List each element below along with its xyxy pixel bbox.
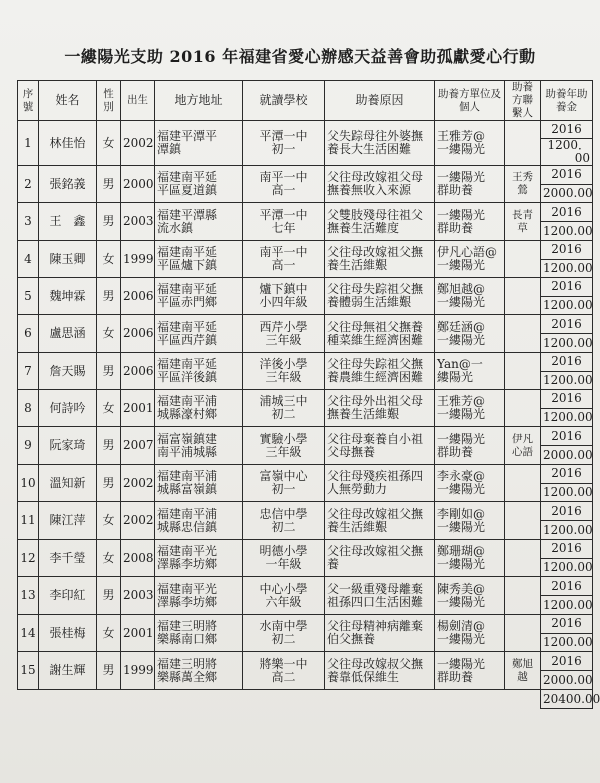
row-school: 南平一中 高一 bbox=[243, 241, 325, 278]
row-year: 2016 bbox=[541, 315, 593, 334]
row-year: 2016 bbox=[541, 577, 593, 596]
row-birth: 1999 bbox=[121, 241, 155, 278]
row-address: 福建南平延 平區赤門鄉 bbox=[155, 278, 243, 315]
row-sponsor: 伊凡心語@ 一縷陽光 bbox=[435, 241, 505, 278]
header-reason: 助養原因 bbox=[325, 81, 435, 121]
row-school: 水南中學 初二 bbox=[243, 615, 325, 652]
row-birth: 2000 bbox=[121, 166, 155, 203]
row-reason: 父往母失踪祖父撫 養體弱生活維艱 bbox=[325, 278, 435, 315]
row-birth: 2008 bbox=[121, 540, 155, 577]
row-amount: 1200.00 bbox=[541, 296, 593, 315]
row-year: 2016 bbox=[541, 615, 593, 634]
total-spacer bbox=[18, 690, 541, 709]
row-amount: 1200．00 bbox=[541, 139, 593, 166]
row-amount: 1200.00 bbox=[541, 222, 593, 241]
row-amount: 1200.00 bbox=[541, 521, 593, 540]
row-school: 南平一中 高一 bbox=[243, 166, 325, 203]
row-name: 謝生輝 bbox=[39, 652, 97, 690]
row-gender: 女 bbox=[97, 390, 121, 427]
row-no: 12 bbox=[18, 540, 39, 577]
row-reason: 父往母改嫁叔父撫 養靠低保維生 bbox=[325, 652, 435, 690]
row-no: 14 bbox=[18, 615, 39, 652]
row-contact bbox=[505, 540, 541, 577]
row-reason: 父往母改嫁祖父母 撫養無收入來源 bbox=[325, 166, 435, 203]
row-school: 洋後小學 三年級 bbox=[243, 353, 325, 390]
total-amount: 20400.00 bbox=[541, 690, 593, 709]
row-reason: 父往母改嫁祖父撫 養生活維艱 bbox=[325, 502, 435, 540]
row-address: 福建南平延 平區洋後鎮 bbox=[155, 353, 243, 390]
row-no: 3 bbox=[18, 203, 39, 241]
row-gender: 男 bbox=[97, 166, 121, 203]
row-sponsor: 一縷陽光 群助養 bbox=[435, 203, 505, 241]
row-sponsor: 鄭珊瑚@ 一縷陽光 bbox=[435, 540, 505, 577]
row-year: 2016 bbox=[541, 278, 593, 297]
row-contact bbox=[505, 278, 541, 315]
row-birth: 2003 bbox=[121, 203, 155, 241]
row-address: 福建南平浦 城縣濠村鄉 bbox=[155, 390, 243, 427]
document-title: 一縷陽光支助 2016 年福建省愛心辦感天益善會助孤獻愛心行動 bbox=[64, 47, 536, 66]
row-sponsor: 鄭旭越@ 一縷陽光 bbox=[435, 278, 505, 315]
row-name: 詹天賜 bbox=[39, 353, 97, 390]
row-year: 2016 bbox=[541, 121, 593, 139]
row-school: 將樂一中 高二 bbox=[243, 652, 325, 690]
row-year: 2016 bbox=[541, 427, 593, 446]
row-name: 魏坤霖 bbox=[39, 278, 97, 315]
total-row bbox=[18, 690, 593, 709]
row-reason: 父往母殘疾祖孫四 人無勞動力 bbox=[325, 465, 435, 502]
row-name: 王 鑫 bbox=[39, 203, 97, 241]
row-sponsor: 王雅芳@ 一縷陽光 bbox=[435, 390, 505, 427]
row-name: 陳玉卿 bbox=[39, 241, 97, 278]
row-amount: 1200.00 bbox=[541, 558, 593, 577]
row-school: 浦城三中 初二 bbox=[243, 390, 325, 427]
row-address: 福建三明將 樂縣萬全鄉 bbox=[155, 652, 243, 690]
table-row bbox=[18, 353, 593, 372]
row-amount: 1200.00 bbox=[541, 371, 593, 390]
row-reason: 父雙肢殘母往祖父 撫養生活難度 bbox=[325, 203, 435, 241]
row-year: 2016 bbox=[541, 502, 593, 521]
header-amount: 助養年助養金 bbox=[541, 81, 593, 121]
header-address: 地方地址 bbox=[155, 81, 243, 121]
row-contact: 鄭旭越 bbox=[505, 652, 541, 690]
header-gender: 性別 bbox=[97, 81, 121, 121]
row-year: 2016 bbox=[541, 465, 593, 484]
row-birth: 2002 bbox=[121, 121, 155, 166]
row-amount: 1200.00 bbox=[541, 334, 593, 353]
row-year: 2016 bbox=[541, 540, 593, 559]
row-sponsor: 一縷陽光 群助養 bbox=[435, 427, 505, 465]
row-sponsor: Yan@一 縷陽光 bbox=[435, 353, 505, 390]
header-school: 就讀學校 bbox=[243, 81, 325, 121]
row-no: 15 bbox=[18, 652, 39, 690]
row-contact: 伊凡 心語 bbox=[505, 427, 541, 465]
row-school: 忠信中學 初二 bbox=[243, 502, 325, 540]
row-name: 李印紅 bbox=[39, 577, 97, 615]
row-reason: 父往母棄養自小祖 父母撫養 bbox=[325, 427, 435, 465]
row-contact bbox=[505, 502, 541, 540]
row-name: 陳江萍 bbox=[39, 502, 97, 540]
row-sponsor: 一縷陽光 群助養 bbox=[435, 166, 505, 203]
row-address: 福建三明將 樂縣南口鄉 bbox=[155, 615, 243, 652]
row-sponsor: 王雅芳@ 一縷陽光 bbox=[435, 121, 505, 166]
row-school: 西芹小學 三年級 bbox=[243, 315, 325, 353]
row-reason: 父往母外出祖父母 撫養生活維艱 bbox=[325, 390, 435, 427]
table-row bbox=[18, 278, 593, 297]
row-gender: 女 bbox=[97, 615, 121, 652]
row-name: 盧思涵 bbox=[39, 315, 97, 353]
row-contact bbox=[505, 615, 541, 652]
row-no: 9 bbox=[18, 427, 39, 465]
row-address: 福建南平延 平區爐下鎮 bbox=[155, 241, 243, 278]
row-address: 福建南平延 平區西芹鎮 bbox=[155, 315, 243, 353]
row-no: 6 bbox=[18, 315, 39, 353]
table-row bbox=[18, 502, 593, 521]
table-row bbox=[18, 390, 593, 409]
row-amount: 1200.00 bbox=[541, 633, 593, 652]
row-gender: 男 bbox=[97, 278, 121, 315]
row-contact: 長青草 bbox=[505, 203, 541, 241]
row-address: 福建南平延 平區夏道鎮 bbox=[155, 166, 243, 203]
header-row bbox=[18, 81, 593, 121]
row-no: 4 bbox=[18, 241, 39, 278]
row-no: 10 bbox=[18, 465, 39, 502]
table-row bbox=[18, 652, 593, 671]
table-row bbox=[18, 203, 593, 222]
row-year: 2016 bbox=[541, 652, 593, 671]
row-school: 實驗小學 三年級 bbox=[243, 427, 325, 465]
row-reason: 父一級重殘母離棄 祖孫四口生活困難 bbox=[325, 577, 435, 615]
row-school: 平潭一中 七年 bbox=[243, 203, 325, 241]
table-row bbox=[18, 315, 593, 334]
row-gender: 男 bbox=[97, 465, 121, 502]
row-no: 2 bbox=[18, 166, 39, 203]
header-sponsor: 助養方單位及個人 bbox=[435, 81, 505, 121]
row-birth: 2001 bbox=[121, 615, 155, 652]
row-birth: 2002 bbox=[121, 502, 155, 540]
row-sponsor: 楊劍清@ 一縷陽光 bbox=[435, 615, 505, 652]
row-address: 福建南平浦 城縣忠信鎮 bbox=[155, 502, 243, 540]
header-contact: 助養方聯繫人 bbox=[505, 81, 541, 121]
row-gender: 男 bbox=[97, 652, 121, 690]
row-birth: 2007 bbox=[121, 427, 155, 465]
row-no: 8 bbox=[18, 390, 39, 427]
row-amount: 1200.00 bbox=[541, 483, 593, 502]
row-address: 福建平潭平 潭鎮 bbox=[155, 121, 243, 166]
row-no: 13 bbox=[18, 577, 39, 615]
row-address: 福建南平光 澤縣李坊鄉 bbox=[155, 540, 243, 577]
row-address: 福建南平浦 城縣富嶺鎮 bbox=[155, 465, 243, 502]
table-row bbox=[18, 427, 593, 446]
row-sponsor: 李剛如@ 一縷陽光 bbox=[435, 502, 505, 540]
row-gender: 男 bbox=[97, 353, 121, 390]
row-gender: 女 bbox=[97, 540, 121, 577]
row-year: 2016 bbox=[541, 353, 593, 372]
row-birth: 2002 bbox=[121, 465, 155, 502]
row-year: 2016 bbox=[541, 390, 593, 409]
table-row bbox=[18, 241, 593, 260]
row-amount: 2000.00 bbox=[541, 446, 593, 465]
row-birth: 2006 bbox=[121, 353, 155, 390]
table-row bbox=[18, 540, 593, 559]
row-sponsor: 一縷陽光 群助養 bbox=[435, 652, 505, 690]
row-amount: 2000.00 bbox=[541, 184, 593, 203]
row-amount: 2000.00 bbox=[541, 671, 593, 690]
row-contact bbox=[505, 353, 541, 390]
row-birth: 2001 bbox=[121, 390, 155, 427]
row-year: 2016 bbox=[541, 241, 593, 260]
header-no: 序號 bbox=[18, 81, 39, 121]
row-amount: 1200.00 bbox=[541, 596, 593, 615]
row-name: 張桂梅 bbox=[39, 615, 97, 652]
row-contact bbox=[505, 121, 541, 166]
row-gender: 女 bbox=[97, 315, 121, 353]
row-name: 溫知新 bbox=[39, 465, 97, 502]
row-address: 福建南平光 澤縣李坊鄉 bbox=[155, 577, 243, 615]
row-school: 平潭一中 初一 bbox=[243, 121, 325, 166]
row-amount: 1200.00 bbox=[541, 259, 593, 278]
row-amount: 1200.00 bbox=[541, 408, 593, 427]
row-no: 11 bbox=[18, 502, 39, 540]
row-name: 李千瑩 bbox=[39, 540, 97, 577]
row-gender: 男 bbox=[97, 203, 121, 241]
row-contact bbox=[505, 390, 541, 427]
row-school: 中心小學 六年級 bbox=[243, 577, 325, 615]
row-reason: 父往母改嫁祖父撫 養 bbox=[325, 540, 435, 577]
row-year: 2016 bbox=[541, 203, 593, 222]
row-reason: 父往母改嫁祖父撫 養生活維艱 bbox=[325, 241, 435, 278]
row-name: 阮家琦 bbox=[39, 427, 97, 465]
table-row bbox=[18, 615, 593, 634]
row-year: 2016 bbox=[541, 166, 593, 185]
row-name: 張銘義 bbox=[39, 166, 97, 203]
row-reason: 父往母無祖父撫養 種菜維生經濟困難 bbox=[325, 315, 435, 353]
row-no: 1 bbox=[18, 121, 39, 166]
row-school: 富嶺中心 初一 bbox=[243, 465, 325, 502]
row-birth: 2003 bbox=[121, 577, 155, 615]
row-contact bbox=[505, 241, 541, 278]
table-row bbox=[18, 121, 593, 139]
row-reason: 父往母失踪祖父撫 養農維生經濟困難 bbox=[325, 353, 435, 390]
row-school: 明德小學 一年級 bbox=[243, 540, 325, 577]
row-birth: 2006 bbox=[121, 315, 155, 353]
header-name: 姓名 bbox=[39, 81, 97, 121]
row-sponsor: 李永豪@ 一縷陽光 bbox=[435, 465, 505, 502]
table-body bbox=[18, 121, 600, 709]
row-sponsor: 鄭廷涵@ 一縷陽光 bbox=[435, 315, 505, 353]
table-row bbox=[18, 465, 593, 484]
row-no: 5 bbox=[18, 278, 39, 315]
row-birth: 1999 bbox=[121, 652, 155, 690]
row-sponsor: 陳秀美@ 一縷陽光 bbox=[435, 577, 505, 615]
row-gender: 女 bbox=[97, 121, 121, 166]
row-contact bbox=[505, 577, 541, 615]
row-gender: 女 bbox=[97, 241, 121, 278]
row-name: 何詩吟 bbox=[39, 390, 97, 427]
row-gender: 女 bbox=[97, 502, 121, 540]
table-row bbox=[18, 166, 593, 185]
row-address: 福富嶺鎮建 南平浦城縣 bbox=[155, 427, 243, 465]
sponsorship-table bbox=[17, 80, 600, 709]
row-contact bbox=[505, 465, 541, 502]
row-birth: 2006 bbox=[121, 278, 155, 315]
row-reason: 父往母精神病離棄 伯父撫養 bbox=[325, 615, 435, 652]
row-gender: 男 bbox=[97, 427, 121, 465]
header-birth: 出生 bbox=[121, 81, 155, 121]
row-gender: 男 bbox=[97, 577, 121, 615]
row-name: 林佳怡 bbox=[39, 121, 97, 166]
row-school: 爐下鎮中 小四年級 bbox=[243, 278, 325, 315]
row-reason: 父失踪母往外婆撫 養長大生活困難 bbox=[325, 121, 435, 166]
row-address: 福建平潭縣 流水鎮 bbox=[155, 203, 243, 241]
row-contact: 王秀鶯 bbox=[505, 166, 541, 203]
row-no: 7 bbox=[18, 353, 39, 390]
table-row bbox=[18, 577, 593, 596]
row-contact bbox=[505, 315, 541, 353]
